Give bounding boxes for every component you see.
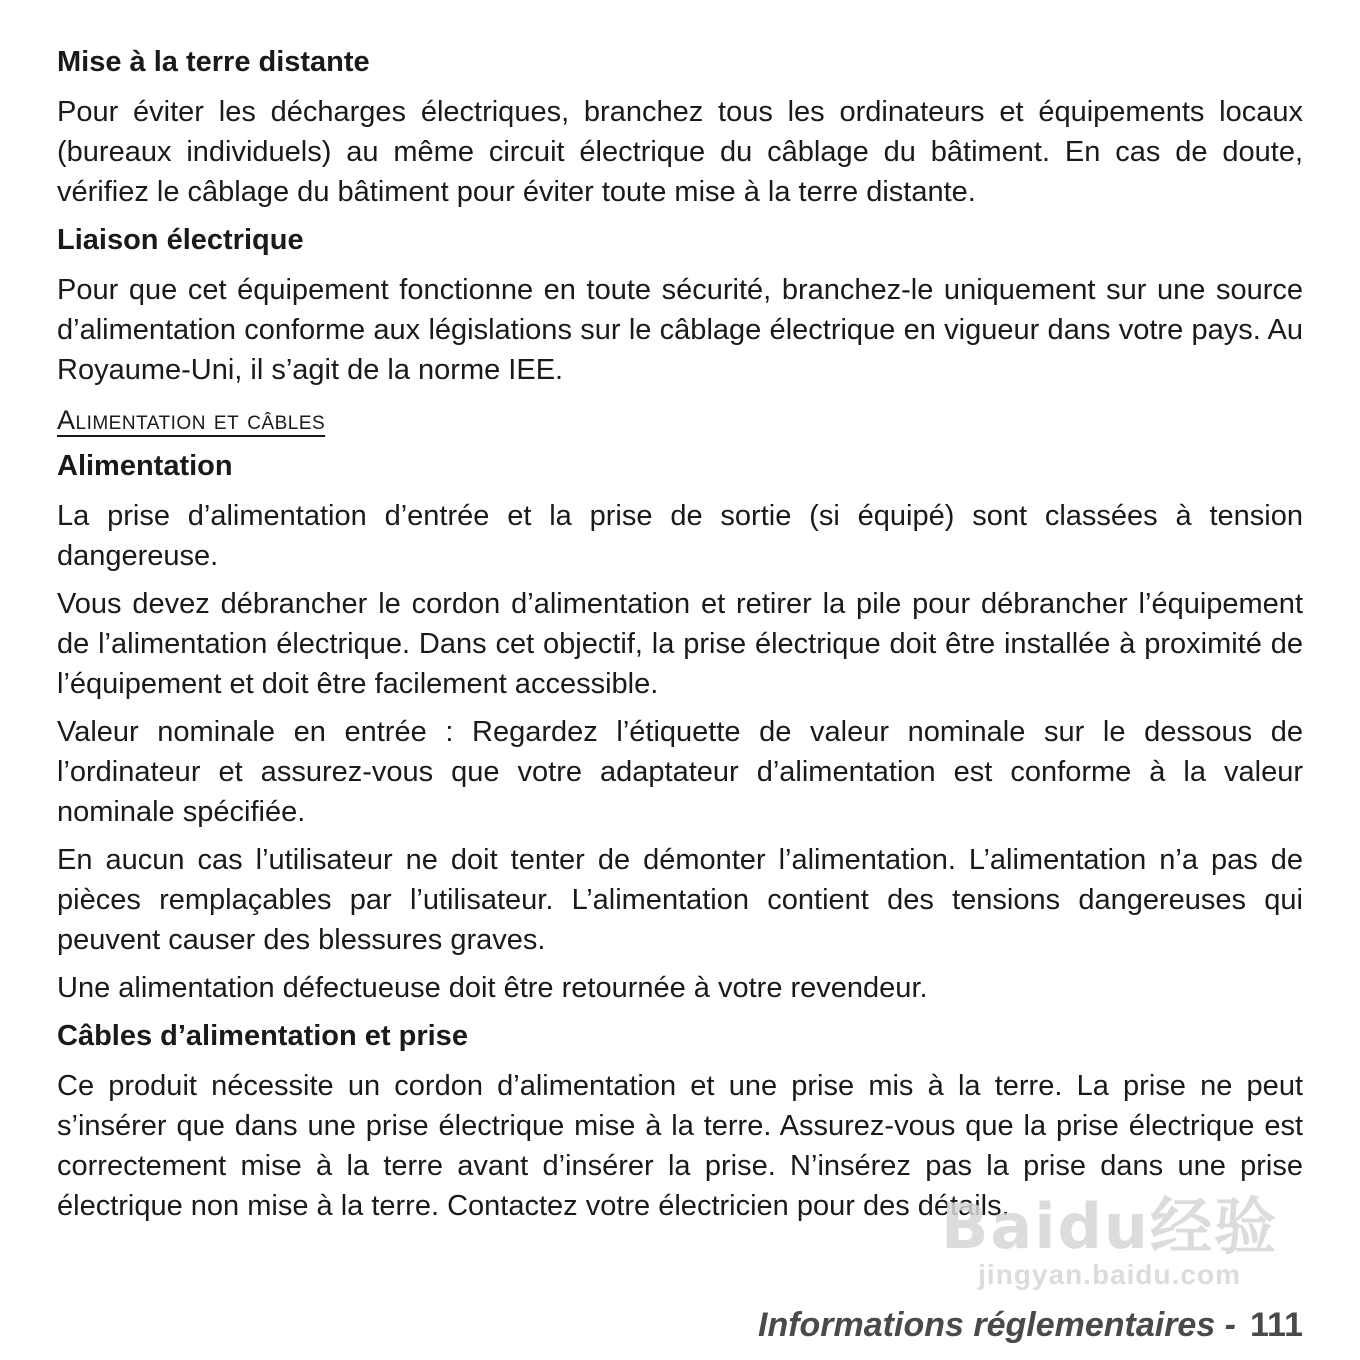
heading-alimentation: Alimentation <box>57 450 233 482</box>
paragraph-alimentation-2: Vous devez débrancher le cordon d’alimentation et retirer la pile pour débrancher l’équipement de l’alimentation électrique. Dans cet objectif, la prise électrique doit être installée à proximité de l’équipement et doit être facilement accessible. <box>57 588 1303 700</box>
section-title-alimentation-cables: Alimentation et câbles <box>57 405 326 435</box>
baidu-watermark <box>941 1190 1278 1292</box>
paragraph-alimentation-1: La prise d’alimentation d’entrée et la prise de sortie (si équipé) sont classées à tension dangereuse. <box>57 500 1303 572</box>
watermark-site: jingyan.baidu.com <box>978 1259 1241 1290</box>
document-page <box>57 42 1303 1234</box>
footer-title: Informations réglementaires - <box>758 1306 1237 1344</box>
paragraph-alimentation-5: Une alimentation défectueuse doit être retournée à votre revendeur. <box>57 972 928 1004</box>
heading-mise-terre: Mise à la terre distante <box>57 46 370 78</box>
paragraph-alimentation-3: Valeur nominale en entrée : Regardez l’étiquette de valeur nominale sur le dessous de l’ordinateur et assurez-vous que votre adaptateur d’alimentation est conforme à la valeur nominale spécifiée. <box>57 716 1303 828</box>
paragraph-mise-terre: Pour éviter les décharges électriques, branchez tous les ordinateurs et équipements locaux (bureaux individuels) au même circuit électrique du câblage du bâtiment. En cas de doute, vérifiez le câblage du bâtiment pour éviter toute mise à la terre distante. <box>57 96 1303 208</box>
page-number: 111 <box>1250 1306 1303 1344</box>
page-footer <box>758 1306 1303 1345</box>
watermark-brand: Baidu经验 <box>941 1190 1278 1263</box>
paragraph-liaison: Pour que cet équipement fonctionne en toute sécurité, branchez-le uniquement sur une source d’alimentation conforme aux législations sur le câblage électrique en vigueur dans votre pays. Au Royaume-Uni, il s’agit de la norme IEE. <box>57 274 1303 386</box>
paragraph-cables: Ce produit nécessite un cordon d’alimentation et une prise mis à la terre. La prise ne peut s’insérer que dans une prise électrique mise à la terre. Assurez-vous que la prise électrique est correctement mise à la terre avant d’insérer la prise. N’insérez pas la prise dans une prise électrique non mise à la terre. Contactez votre électricien pour des détails. <box>57 1070 1303 1222</box>
heading-cables: Câbles d’alimentation et prise <box>57 1020 468 1052</box>
paragraph-alimentation-4: En aucun cas l’utilisateur ne doit tenter de démonter l’alimentation. L’alimentation n’a pas de pièces remplaçables par l’utilisateur. L’alimentation contient des tensions dangereuses qui peuvent causer des blessures graves. <box>57 844 1303 956</box>
heading-liaison: Liaison électrique <box>57 224 304 256</box>
